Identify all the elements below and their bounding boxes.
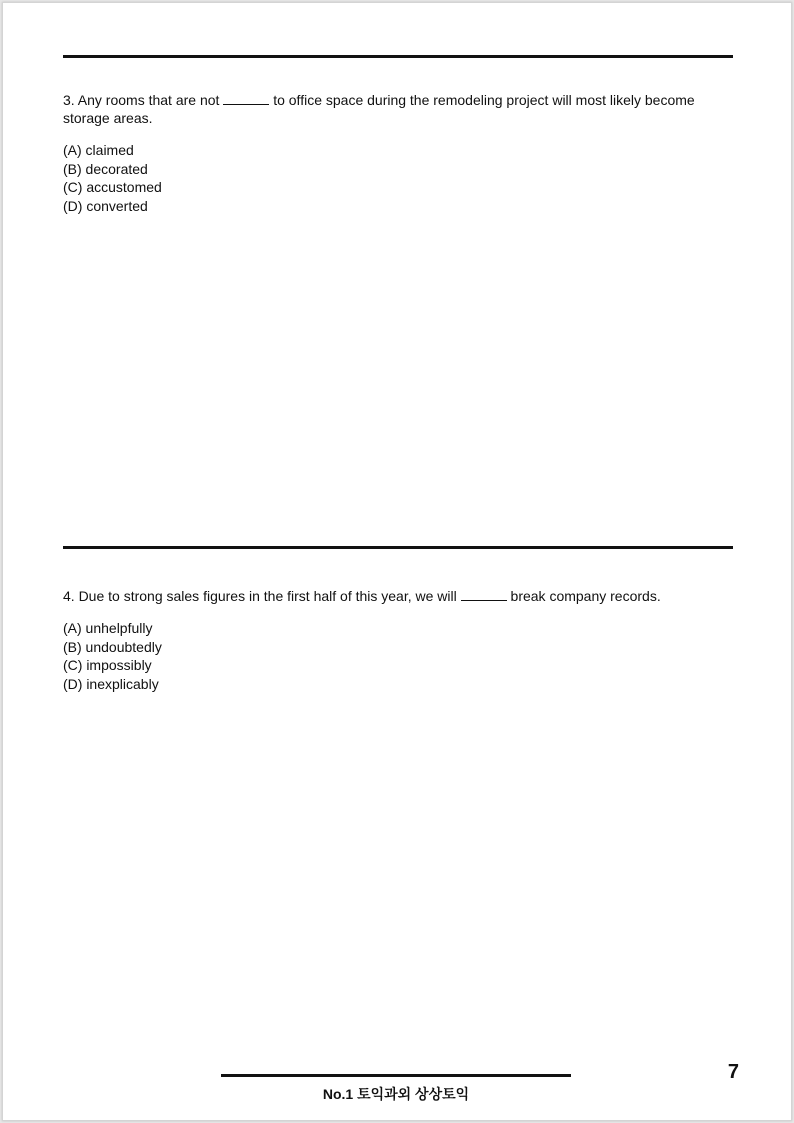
question-4-stem-start: 4. Due to strong sales figures in the first half of this year, we will [63,588,457,604]
question-4-stem-end: break company records. [510,588,661,604]
choice-c: (C) accustomed [63,179,162,195]
choice-b: (B) undoubtedly [63,638,162,655]
question-4-choices [63,619,723,693]
answer-blank [223,91,269,105]
answer-blank [461,587,507,601]
question-3-stem-end: to office space during the remodeling project will most likely become storage areas. [63,92,695,126]
choice-b: (B) decorated [63,160,148,177]
footer-brand: No.1 토익과외 상상토익 [322,1086,470,1102]
question-3 [63,91,723,215]
section-divider-top [63,55,733,58]
question-3-stem-start: 3. Any rooms that are not [63,92,220,108]
document-page [2,2,792,1121]
choice-c: (C) impossibly [63,657,152,673]
question-3-stem [63,91,723,127]
page-number: 7 [727,1061,739,1083]
choice-a: (A) claimed [63,142,134,158]
question-4 [63,587,723,693]
footer-divider [221,1074,571,1077]
choice-d: (D) inexplicably [63,675,159,692]
section-divider-middle [63,546,733,549]
question-4-stem [63,587,723,605]
question-3-choices [63,141,723,215]
choice-a: (A) unhelpfully [63,620,153,636]
choice-d: (D) converted [63,197,148,214]
